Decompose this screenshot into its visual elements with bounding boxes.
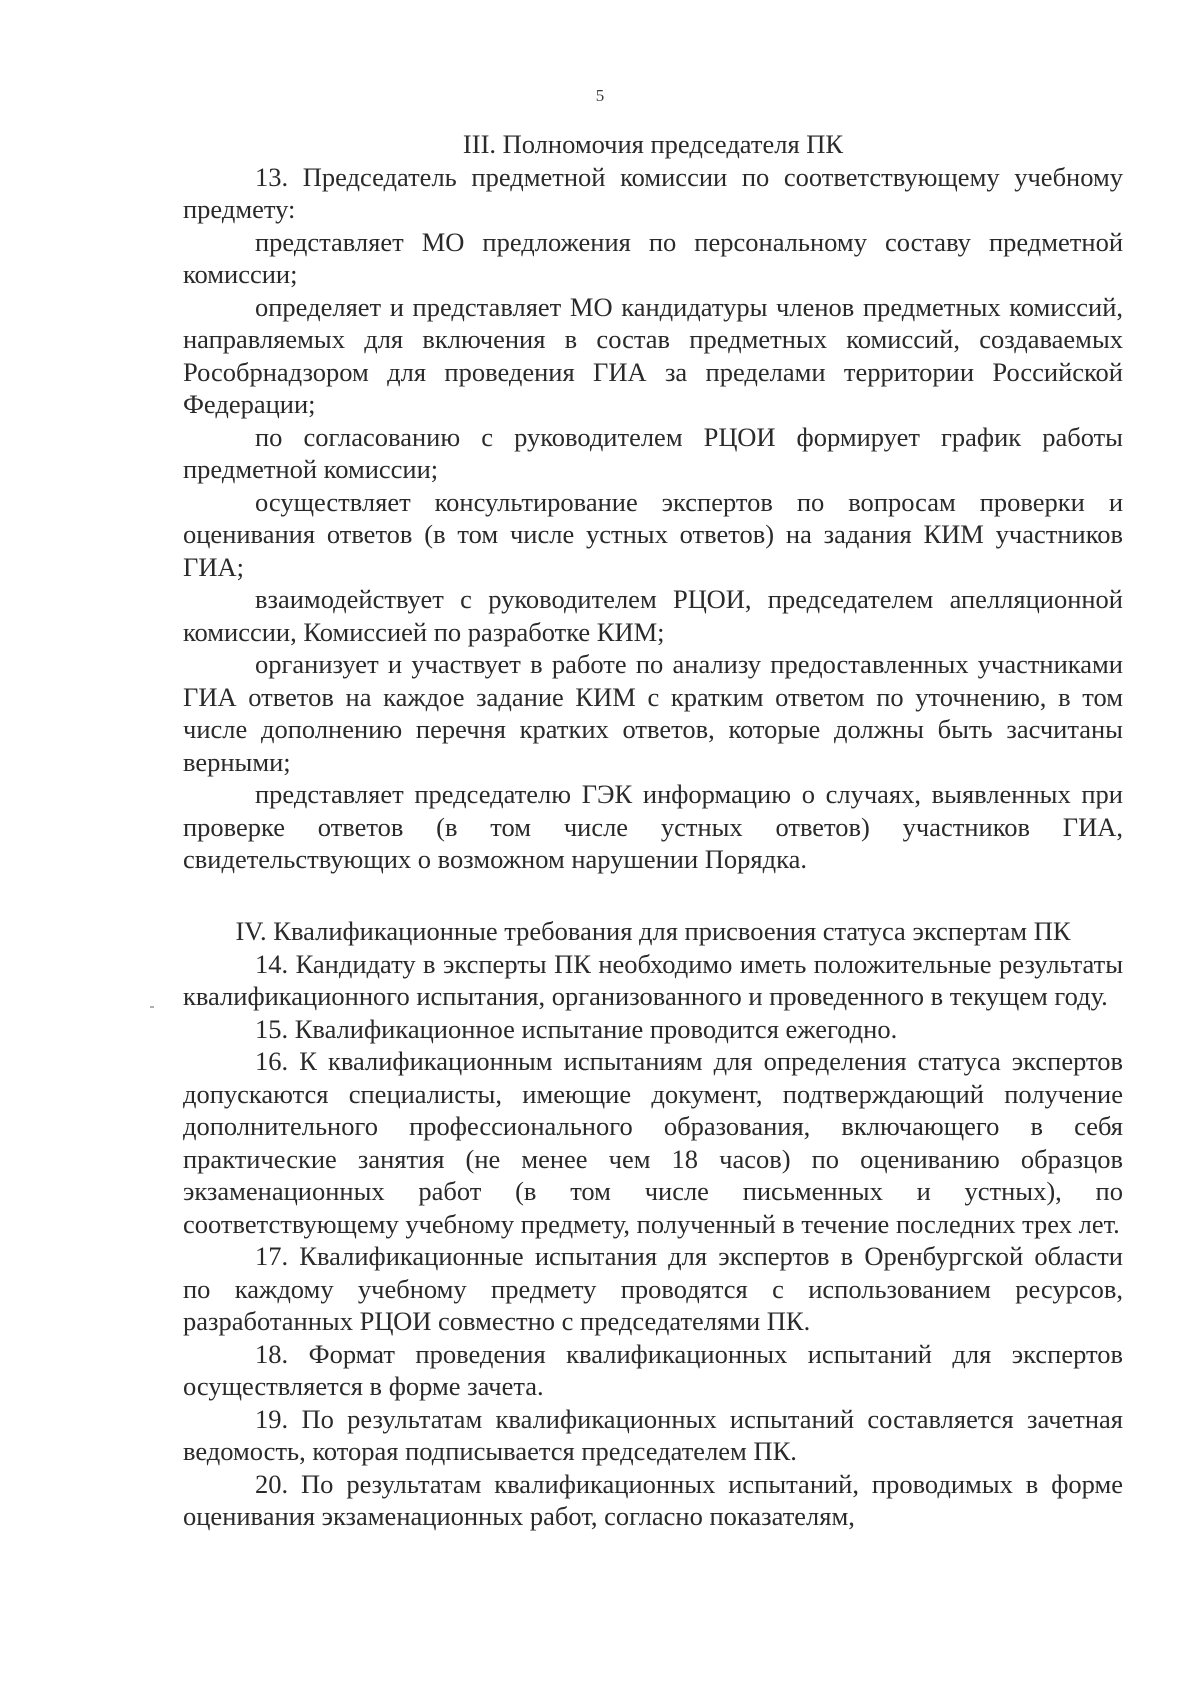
paragraph-19: 19. По результатам квалификационных испытаний составляется зачетная ведомость, которая подписывается председателем ПК. <box>183 1403 1123 1466</box>
section-heading-iii: III. Полномочия председателя ПК <box>462 129 844 159</box>
paragraph-17: 17. Квалификационные испытания для экспертов в Оренбургской области по каждому учебному предмету проводятся с использованием ресурсов, разработанных РЦОИ совместно с председателями ПК. <box>183 1241 1123 1336</box>
paragraph-15: 15. Квалификационное испытание проводится ежегодно. <box>255 1013 898 1044</box>
paragraph-expert-consulting: осуществляет консультирование экспертов по вопросам проверки и оценивания ответов (в том числе устных ответов) на задания КИМ участников ГИА; <box>183 486 1123 582</box>
paragraph-20: 20. По результатам квалификационных испытаний, проводимых в форме оценивания экзаменационных работ, согласно показателям, <box>183 1468 1123 1531</box>
paragraph-interaction: взаимодействует с руководителем РЦОИ, председателем апелляционной комиссии, Комиссией по разработке КИМ; <box>183 584 1123 647</box>
paragraph-18: 18. Формат проведения квалификационных испытаний для экспертов осуществляется в форме зачета. <box>183 1338 1123 1401</box>
paragraph-composition-proposals: представляет МО предложения по персональному составу предметной комиссии; <box>183 226 1123 289</box>
page-number: 5 <box>595 86 605 105</box>
paragraph-16: 16. К квалификационным испытаниям для определения статуса экспертов допускаются специалисты, имеющие документ, подтверждающий получение дополнительного профессионального образования, включающего в себя практические занятия (не менее чем 18 часов) по оцениванию образцов экзаменационных работ (в том числе письменных и устных), по соответствующему учебному предмету, полученный в течение последних трех лет. <box>183 1046 1123 1239</box>
paragraph-violation-report: представляет председателю ГЭК информацию о случаях, выявленных при проверке ответов (в том числе устных ответов) участников ГИА, свидетельствующих о возможном нарушении Порядка. <box>183 779 1123 874</box>
paragraph-answer-analysis: организует и участвует в работе по анализу предоставленных участниками ГИА ответов на каждое задание КИМ с кратким ответом по уточнению, в том числе дополнению перечня кратких ответов, которые должны быть засчитаны верными; <box>183 649 1123 777</box>
paragraph-14: 14. Кандидату в эксперты ПК необходимо иметь положительные результаты квалификационного испытания, организованного и проведенного в текущем году. <box>183 948 1123 1011</box>
paragraph-work-schedule: по согласованию с руководителем РЦОИ формирует график работы предметной комиссии; <box>183 421 1123 484</box>
paragraph-13: 13. Председатель предметной комиссии по соответствующему учебному предмету: <box>183 161 1123 224</box>
section-iv <box>183 915 1123 1533</box>
section-iii <box>183 128 1123 876</box>
scan-artifact-mark <box>150 1006 154 1008</box>
paragraph-candidate-members: определяет и представляет МО кандидатуры членов предметных комиссий, направляемых для включения в состав предметных комиссий, создаваемых Рособрнадзором для проведения ГИА за пределами территории Российской Федерации; <box>183 291 1123 419</box>
section-heading-iv: IV. Квалификационные требования для присвоения статуса экспертам ПК <box>235 916 1071 946</box>
